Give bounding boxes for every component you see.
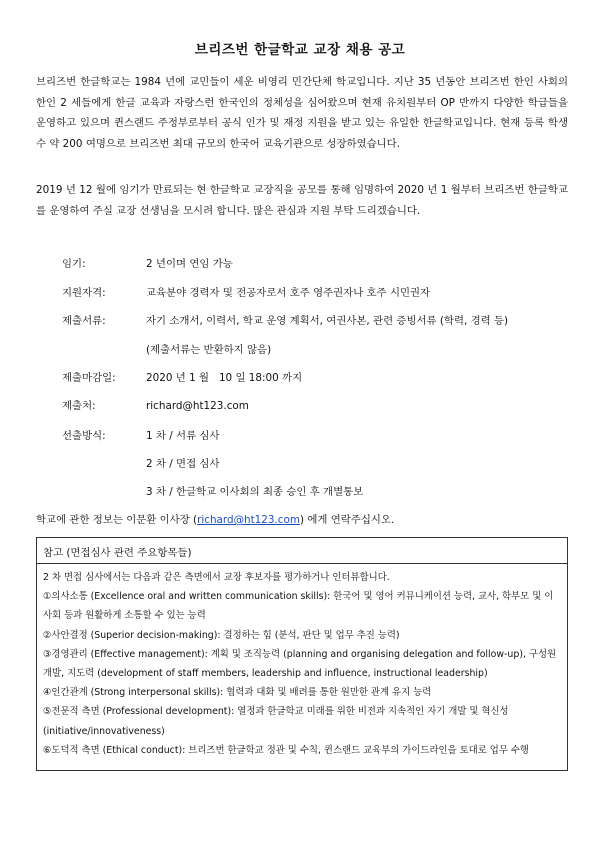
deadline-value: 2020 년 1 월 10 일 18:00 까지 <box>146 372 303 384</box>
selection-label: 선출방식: <box>62 430 106 442</box>
selection-step-3: 3 차 / 한글학교 이사회의 최종 승인 후 개별통보 <box>146 486 364 498</box>
reference-title: 참고 (면접심사 관련 주요항목들) <box>43 547 192 559</box>
deadline-label: 제출마감일: <box>62 372 116 384</box>
documents-note: (제출서류는 반환하지 않음) <box>146 344 272 356</box>
qualification-value: 교육분야 경력자 및 전공자로서 호주 영주권자나 호주 시민권자 <box>146 287 431 299</box>
reference-body <box>43 568 561 760</box>
contact-line <box>36 511 394 526</box>
reference-divider <box>37 563 567 564</box>
reference-intro: 2 차 면접 심사에서는 다음과 같은 측면에서 교장 후보자를 평가하거나 인터뷰합니다. <box>43 572 390 583</box>
qualification-label: 지원자격: <box>62 287 106 299</box>
interview-reference-box <box>36 537 568 771</box>
term-value: 2 년이며 연임 가능 <box>146 258 233 270</box>
reference-item-professional: ⑤전문적 측면 (Professional development): 열정과 한글학교 미래를 위한 비전과 지속적인 자기 개발 및 혁신성 (initiative/innovativeness) <box>43 706 509 737</box>
documents-value: 자기 소개서, 이력서, 학교 운영 계획서, 여권사본, 관련 증빙서류 (학력, 경력 등) <box>146 315 509 327</box>
document-title: 브리즈번 한글학교 교장 채용 공고 <box>194 42 406 58</box>
term-label: 임기: <box>62 258 86 270</box>
contact-email-link[interactable]: richard@ht123.com <box>197 514 300 526</box>
reference-item-ethical: ⑥도덕적 측면 (Ethical conduct): 브리즈번 한글학교 정관 및 수칙, 퀸스랜드 교육부의 가이드라인을 토대로 업무 수행 <box>43 744 529 756</box>
reference-item-decision: ②사안결정 (Superior decision-making): 결정하는 힘 (분석, 판단 및 업무 추진 능력) <box>43 629 400 641</box>
documents-label: 제출서류: <box>62 315 106 327</box>
reference-item-management: ③경영관리 (Effective management): 계획 및 조직능력 (planning and organising delegation and follow-up), 구성원 개발, 지도력 (development of staff members, leadership and influence, instructional leadership) <box>43 648 557 680</box>
selection-step-2: 2 차 / 면접 심사 <box>146 458 220 470</box>
intro-paragraph: 브리즈번 한글학교는 1984 년에 교민들이 세운 비영리 민간단체 학교입니다. 지난 35 년동안 브리즈번 한인 사회의 한인 2 세들에게 한글 교육과 자랑스런 한국인의 정체성을 심어왔으며 현재 유치원부터 OP 반까지 다양한 학급들을 운영하고 있으며 퀸스랜드 주정부로부터 공식 인가 및 재정 지원을 받고 있는 유일한 한글학교입니다. 현재 등록 학생 수 약 200 여명으로 브리즈번 최대 규모의 한국어 교육기관으로 성장하였습니다. <box>36 76 568 150</box>
submit-label: 제출처: <box>62 400 96 412</box>
reference-item-interpersonal: ④인간관계 (Strong interpersonal skills): 협력과 대화 및 배려를 통한 원만한 관계 유지 능력 <box>43 687 432 699</box>
submit-email: richard@ht123.com <box>146 400 249 412</box>
contact-text-after: ) 에게 연락주십시오. <box>299 514 395 526</box>
reference-item-communication: ①의사소통 (Excellence oral and written communication skills): 한국어 및 영어 커뮤니케이션 능력, 교사, 학부모 및 이사회 등과 원활하게 소통할 수 있는 능력 <box>43 591 554 622</box>
announcement-paragraph: 2019 년 12 월에 임기가 만료되는 현 한글학교 교장직을 공모를 통해 임명하여 2020 년 1 월부터 브리즈번 한글학교를 운영하여 주실 교장 선생님을 모시려 합니다. 많은 관심과 지원 부탁 드리겠습니다. <box>36 184 568 217</box>
selection-step-1: 1 차 / 서류 심사 <box>146 430 220 442</box>
contact-text-before: 학교에 관한 정보는 이문환 이사장 ( <box>36 514 198 526</box>
